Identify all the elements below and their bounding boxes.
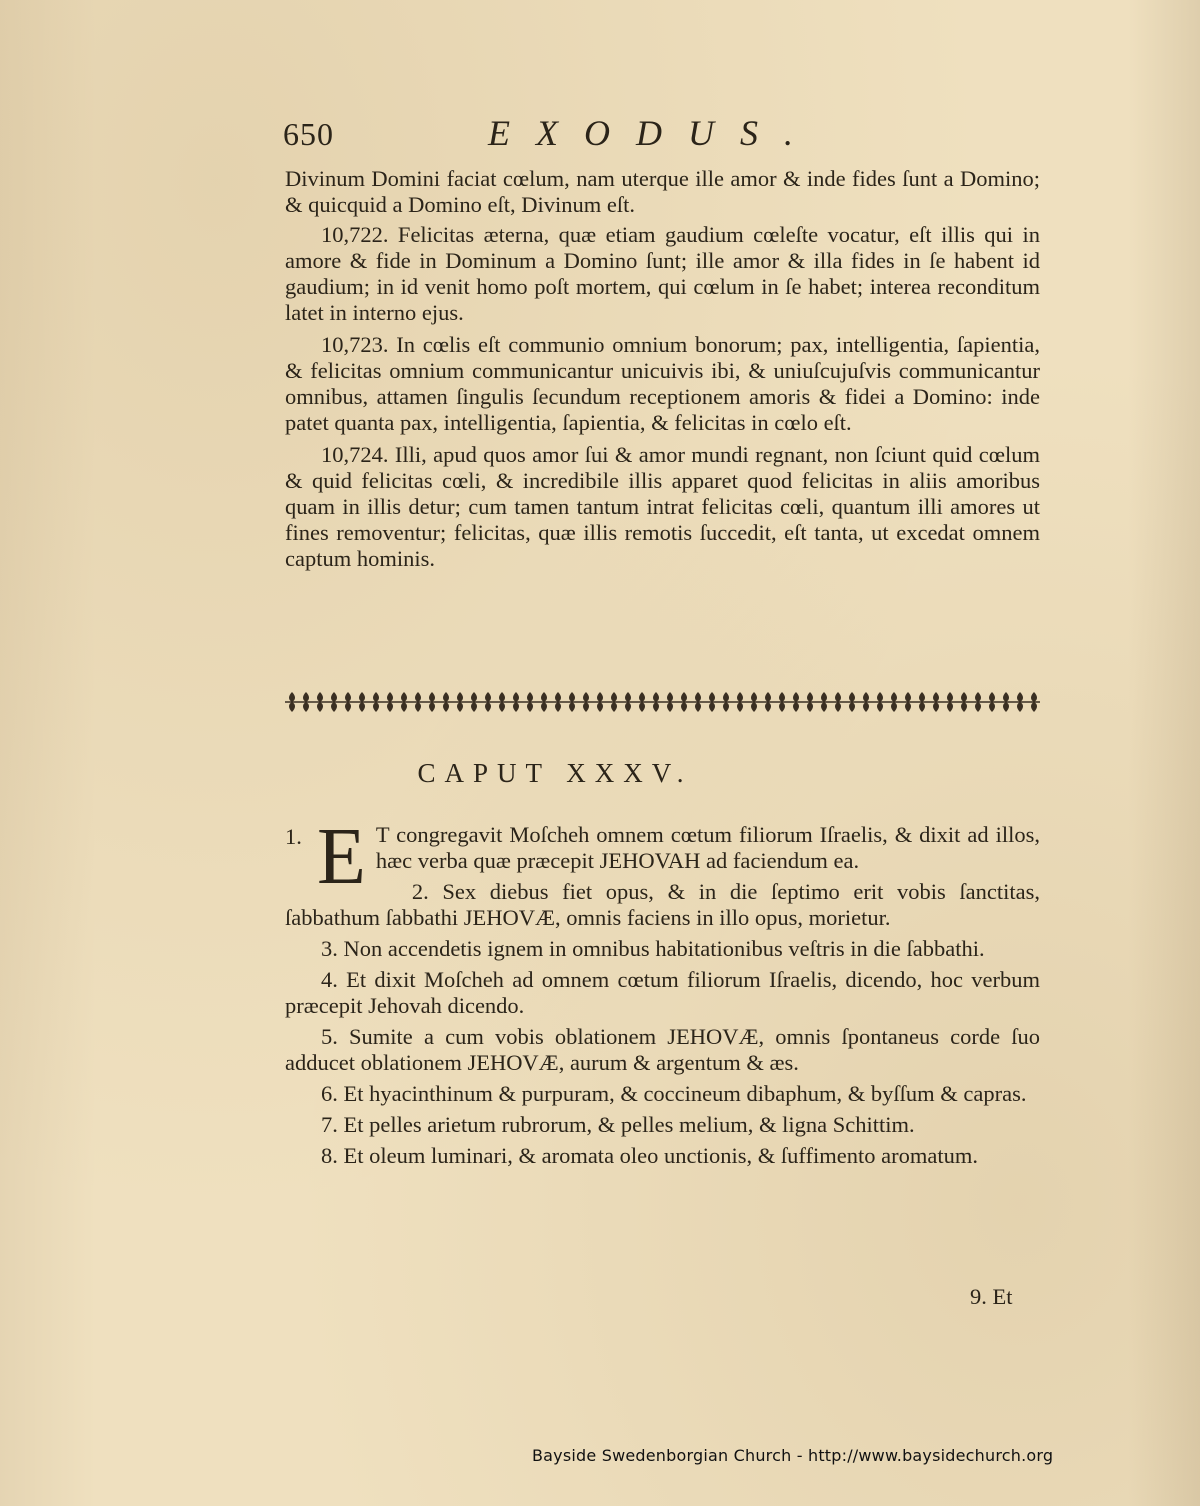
verse-5: 5. Sumite a cum vobis oblationem JEHOVÆ, omnis ſpontaneus corde ſuo adducet oblationem JEHOVÆ, aurum & argentum & æs. — [285, 1024, 1040, 1075]
ornamental-divider — [285, 690, 1040, 714]
paragraph-10722: 10,722. Felicitas æterna, quæ etiam gaudium cœleſte vocatur, eſt illis qui in amore & fide in Dominum a Domino ſunt; ille amor & illa fides in ſe habent id gaudium; in id venit homo poſt mortem, qui cœlum in ſe habet; interea reconditum latet in interno ejus. — [285, 222, 1040, 325]
verse-4: 4. Et dixit Moſcheh ad omnem cœtum filiorum Iſraelis, dicendo, hoc verbum præcepit Jehovah dicendo. — [285, 967, 1040, 1018]
verse-3: 3. Non accendetis ignem in omnibus habitationibus veſtris in die ſabbathi. — [321, 936, 985, 961]
paragraph-10724: 10,724. Illi, apud quos amor ſui & amor mundi regnant, non ſciunt quid cœlum & quid felicitas cœli, & incredibile illis apparet quod felicitas in aliis amoribus quam in illis detur; cum tamen tantum intrat felicitas cœli, quantum illi amores ut fines removentur; felicitas, quæ illis remotis ſuccedit, eſt tanta, ut excedat omnem captum hominis. — [285, 442, 1040, 571]
chapter-title: CAPUT XXXV. — [417, 758, 693, 788]
verse-6: 6. Et hyacinthinum & purpuram, & coccineum dibaphum, & byſſum & capras. — [321, 1081, 1027, 1106]
numbered-paragraphs — [285, 222, 1040, 572]
verse-1-number: 1. — [285, 824, 302, 849]
paragraph-10723: 10,723. In cœlis eſt communio omnium bonorum; pax, intelligentia, ſapientia, & felicitas omnium communicantur unicuivis ibi, & uniuſcujuſvis communicantur omnibus, attamen ſingulis ſecundum receptionem amoris & fidei a Domino: inde patet quanta pax, intelligentia, ſapientia, & felicitas in cœlo eſt. — [285, 332, 1040, 435]
catchword: 9. Et — [970, 1284, 1013, 1309]
footer-credit: Bayside Swedenborgian Church - http://www.baysidechurch.org — [532, 1446, 1054, 1465]
verse-7: 7. Et pelles arietum rubrorum, & pelles melium, & ligna Schittim. — [321, 1112, 915, 1137]
continued-text: Divinum Domini faciat cœlum, nam uterque ille amor & inde fides ſunt a Domino; & quicquid a Domino eſt, Divinum eſt. — [285, 166, 1040, 217]
dropcap: E — [317, 813, 366, 901]
verse-2: 2. Sex diebus fiet opus, & in die ſeptimo erit vobis ſanctitas, ſabbathum ſabbathi JEHOVÆ, omnis faciens in illo opus, morietur. — [285, 879, 1040, 930]
verse-1-text: T congregavit Moſcheh omnem cœtum filiorum Iſraelis, & dixit ad illos, hæc verba quæ præcepit JEHOVAH ad faciendum ea. — [375, 822, 1040, 873]
verses — [285, 813, 1040, 1174]
page-number: 650 — [283, 116, 334, 152]
verse-1 — [285, 813, 1040, 901]
running-title: EXODUS. — [488, 113, 819, 153]
continued-paragraph — [285, 166, 1040, 218]
page-header — [283, 112, 843, 162]
verse-8: 8. Et oleum luminari, & aromata oleo unctionis, & ſuffimento aromatum. — [321, 1143, 978, 1168]
